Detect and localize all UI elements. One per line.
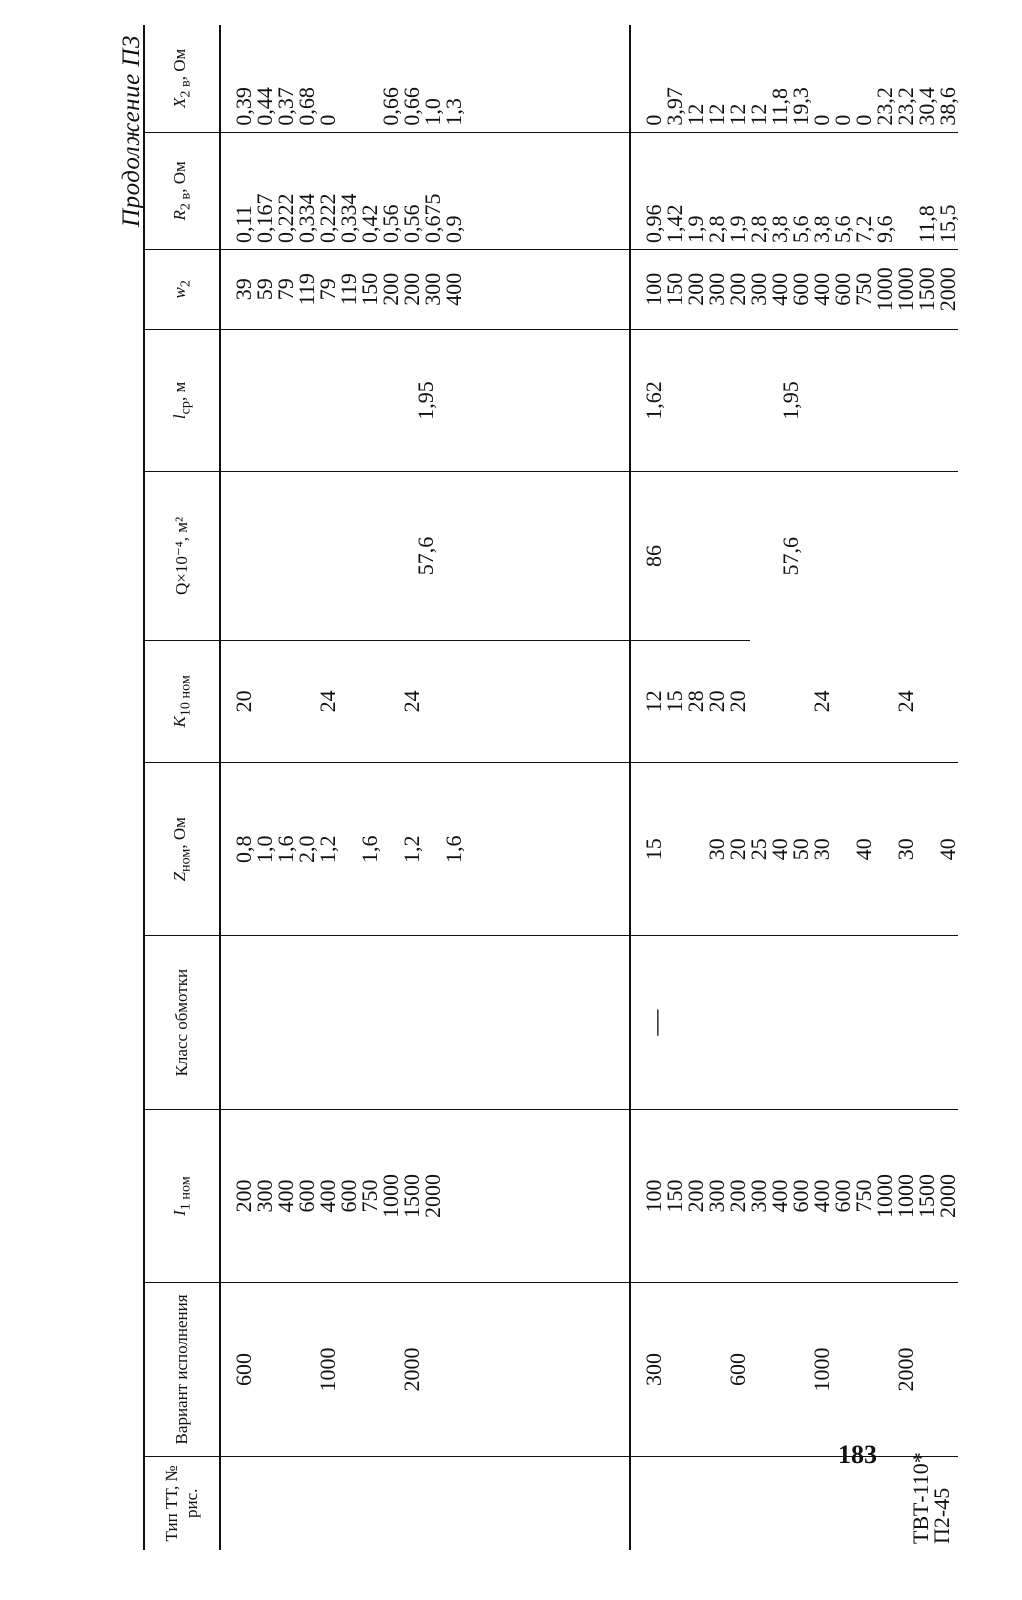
cell-r: 0,96 1,42 1,9 2,8 1,9 2,8 3,8 5,6 3,8 5,6 7,2 9,6 11,8 15,5 <box>630 132 958 249</box>
header-r: $R_{2 в}$, Ом <box>144 132 220 249</box>
cell-type: ТВТ-110* П2-45 <box>630 1456 958 1550</box>
header-x: $X_{2 в}$, Ом <box>144 25 220 132</box>
cell-x: 0 3,97 12 12 12 12 11,8 19,3 0 0 0 23,2 23,2 30,4 38,6 <box>630 25 958 132</box>
header-k: $K_{10 ном}$ <box>144 640 220 762</box>
cell-k: 20 24 24 <box>220 640 630 762</box>
cell-variant: 300 600 1000 2000 <box>630 1283 958 1456</box>
cell-q: 57,6 <box>220 472 630 640</box>
cell-type <box>220 1456 630 1550</box>
cell-class <box>220 936 630 1109</box>
table-caption: Продолжение П3 <box>118 35 145 227</box>
header-row <box>144 25 220 1550</box>
cell-r: 0,11 0,167 0,222 0,334 0,222 0,334 0,42 0,56 0,56 0,675 0,9 <box>220 132 630 249</box>
cell-l: 1,95 <box>750 329 958 472</box>
header-type: Тип ТТ, № рис. <box>144 1456 220 1550</box>
cell-variant: 600 1000 2000 <box>220 1283 630 1456</box>
header-z: $Z_{ном}$, Ом <box>144 763 220 936</box>
cell-i1: 200 300 400 600 400 600 750 1000 1500 2000 <box>220 1109 630 1282</box>
cell-class: — <box>630 936 958 1109</box>
cell-q: 86 <box>630 472 750 640</box>
page-number: 183 <box>838 1440 877 1469</box>
header-l: $l_{ср}$, м <box>144 329 220 472</box>
group-1 <box>220 25 630 1550</box>
cell-q: 57,6 <box>778 536 804 576</box>
header-w: $w_2$ <box>144 249 220 329</box>
header-q: Q×10⁻⁴, м² <box>144 472 220 640</box>
cell-i1: 100 150 200 300 200 300 400 600 400 600 750 1000 1000 1500 2000 <box>630 1109 958 1282</box>
cell-l: 1,62 <box>630 329 750 472</box>
cell-z: 15 30 20 25 40 50 30 40 30 40 <box>630 763 958 936</box>
cell-z: 0,8 1,0 1,6 2,0 1,2 1,6 1,2 1,6 <box>220 763 630 936</box>
header-i1: $I_{1 ном}$ <box>144 1109 220 1282</box>
group-2 <box>630 25 961 1550</box>
table-row <box>630 25 750 1550</box>
table-row <box>220 25 630 1550</box>
data-table <box>143 25 961 1550</box>
cell-w: 39 59 79 119 79 119 150 200 200 300 400 <box>220 249 630 329</box>
cell-l: 1,95 <box>220 329 630 472</box>
cell-k: 12 15 28 20 20 24 24 <box>630 640 958 762</box>
cell-x: 0,39 0,44 0,37 0,68 0 0,66 0,66 1,0 1,3 <box>220 25 630 132</box>
header-variant: Вариант исполнения <box>144 1283 220 1456</box>
cell-w: 100 150 200 300 200 300 400 600 400 600 750 1000 1000 1500 2000 <box>630 249 958 329</box>
header-class: Класс обмотки <box>144 936 220 1109</box>
